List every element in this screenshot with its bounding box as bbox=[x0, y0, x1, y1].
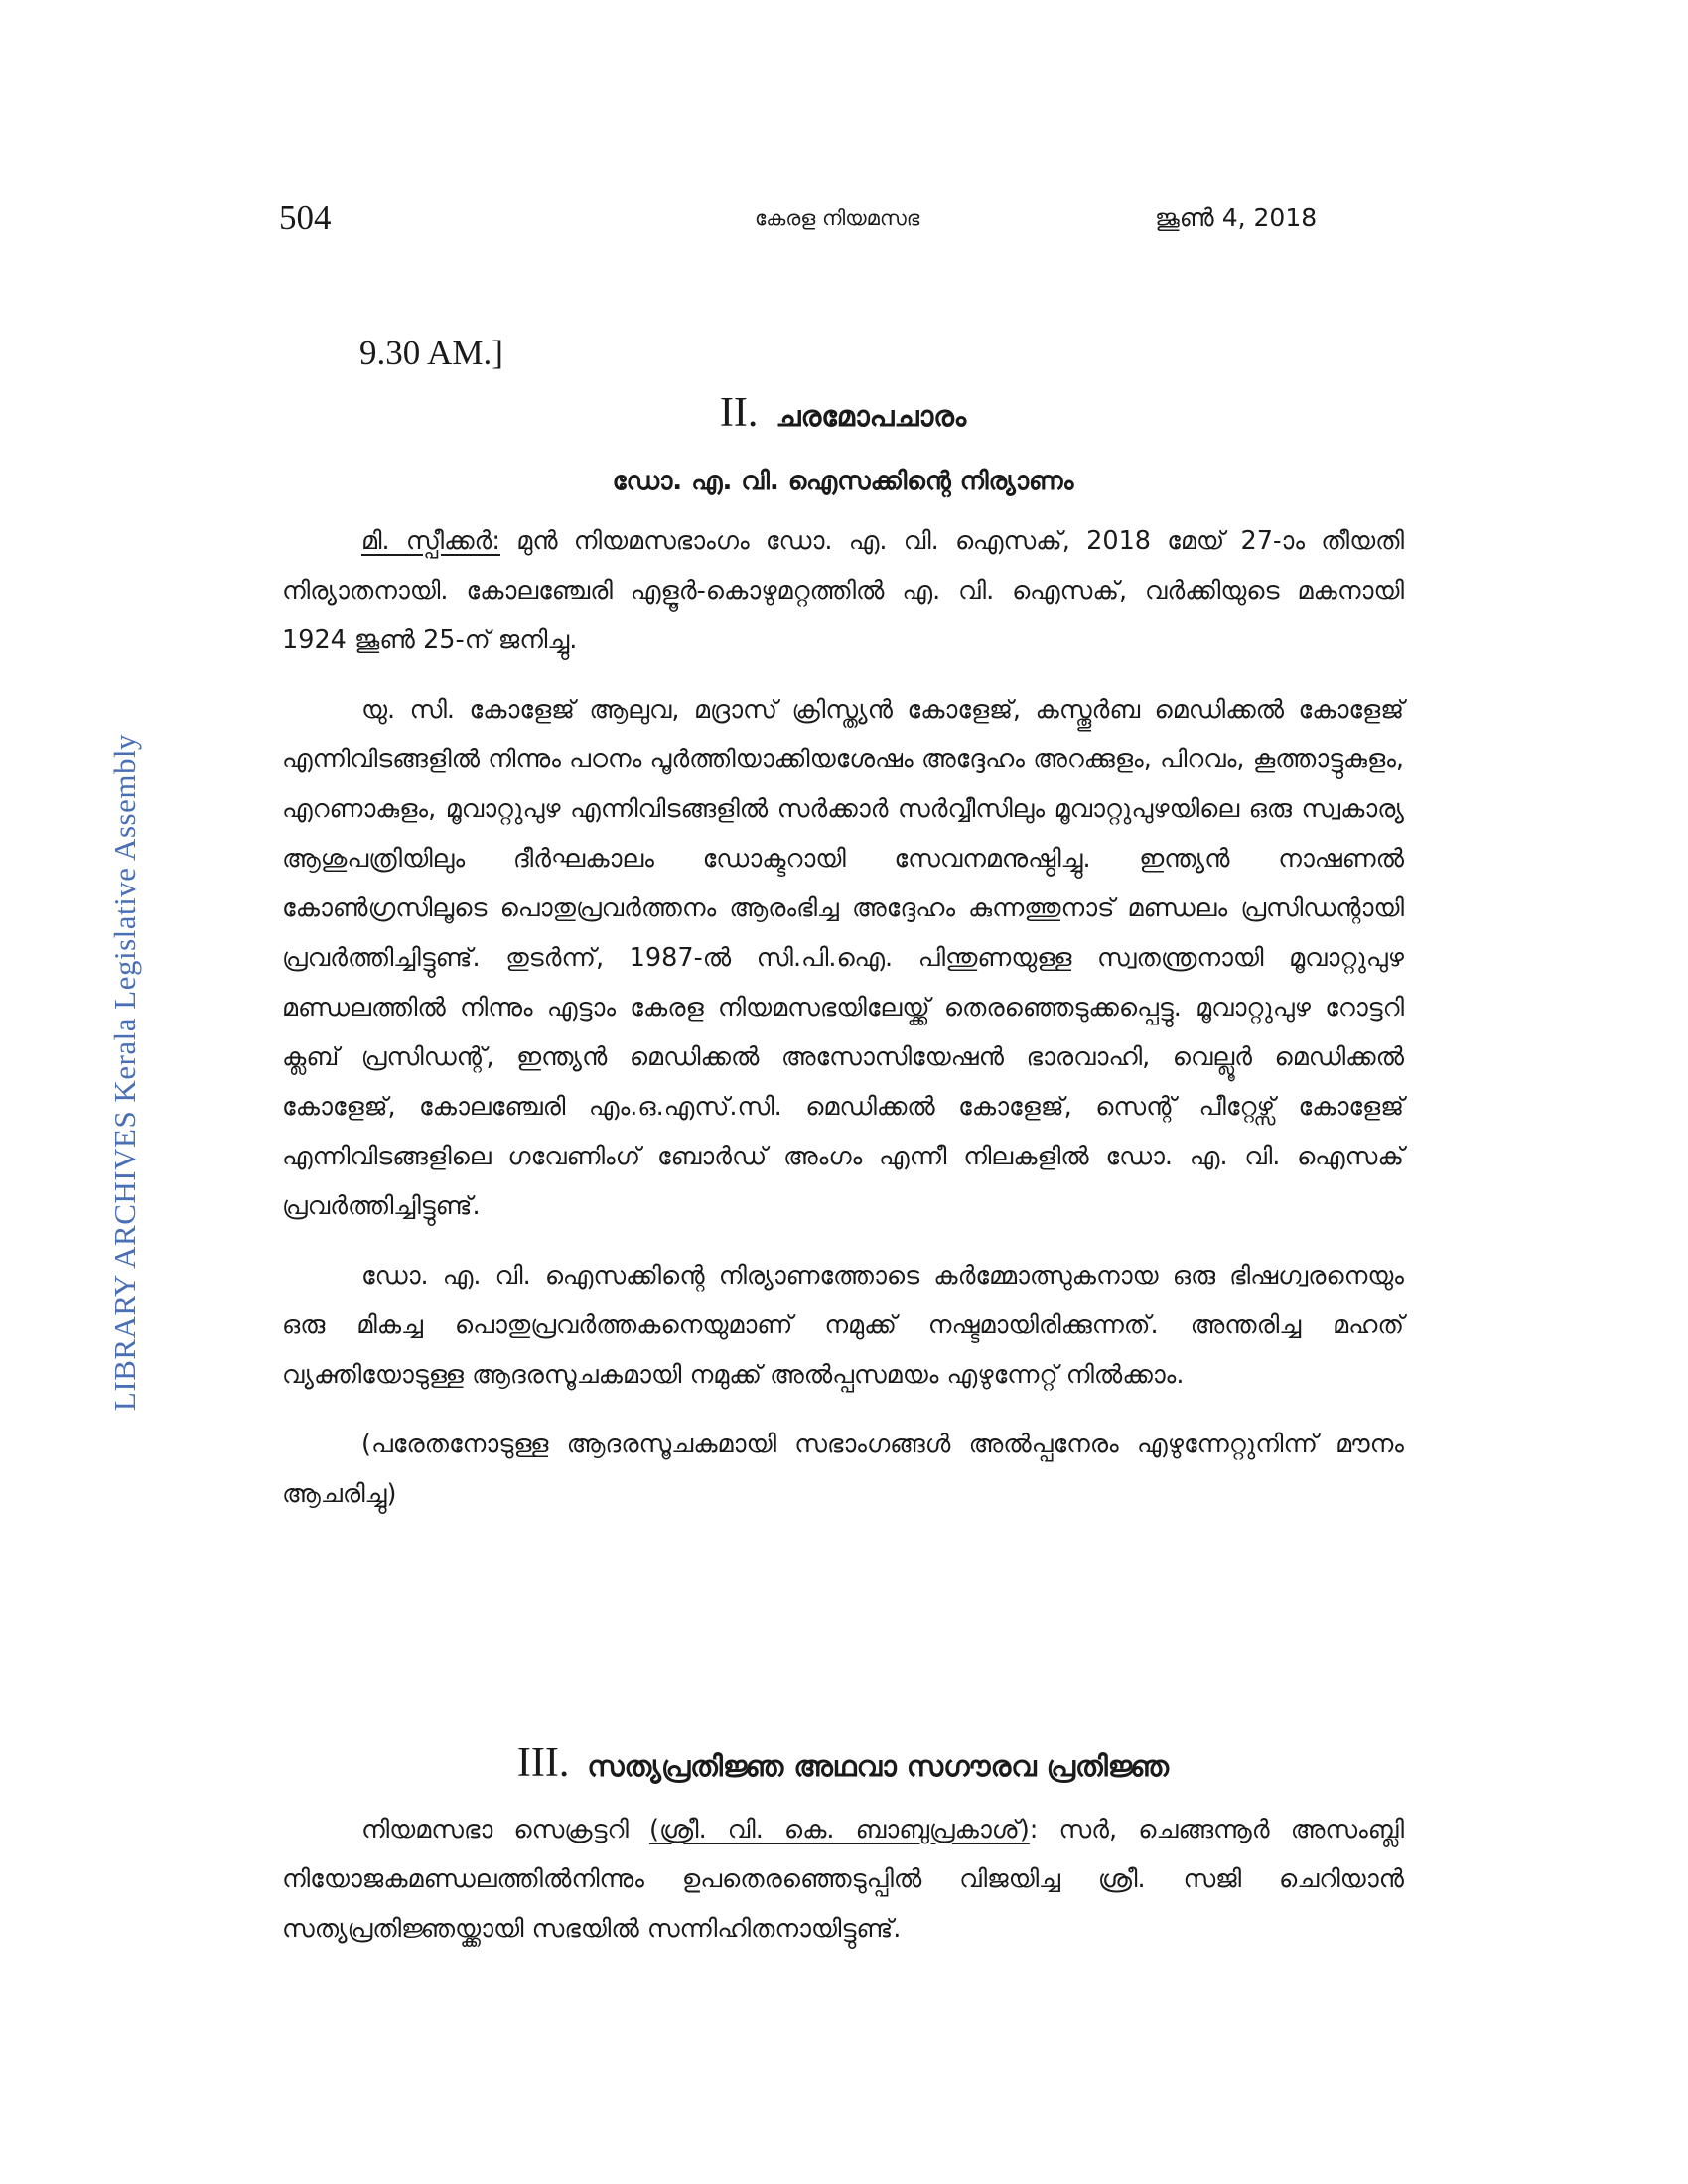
header-date: ജൂൺ 4, 2018 bbox=[1155, 204, 1318, 232]
obituary-paragraph-1-text: മുൻ നിയമസഭാംഗം ഡോ. എ. വി. ഐസക്, 2018 മേയ് 27-ാം തീയതി നിര്യാതനായി. കോലഞ്ചേരി എളൂർ-കൊഴുമറ്റത്തിൽ എ. വി. ഐസക്, വർക്കിയുടെ മകനായി 1924 ജൂൺ 25-ന് ജനിച്ചു. bbox=[282, 526, 1404, 655]
section-2-numeral: II. bbox=[719, 390, 759, 436]
running-title: കേരള നിയമസഭ bbox=[755, 206, 920, 230]
time-stamp: 9.30 AM.] bbox=[359, 334, 503, 372]
section-3-heading bbox=[282, 1739, 1404, 1787]
secretary-name: (ശ്രീ. വി. കെ. ബാബുപ്രകാശ്) bbox=[649, 1815, 1030, 1844]
oath-paragraph-text: : സർ, ചെങ്ങന്നൂർ അസംബ്ലി നിയോജകമണ്ഡലത്തിൽനിന്നും ഉപതെരഞ്ഞെടുപ്പിൽ വിജയിച്ച ശ്രീ. സജി ചെറിയാൻ സത്യപ്രതിജ്ഞയ്ക്കായി സഭയിൽ സന്നിഹിതനായിട്ടുണ്ട്. bbox=[282, 1815, 1404, 1944]
oath-paragraph bbox=[282, 1805, 1404, 1954]
section-2-body bbox=[282, 516, 1404, 1519]
page-number: 504 bbox=[279, 199, 332, 237]
obituary-paragraph-2: യു. സി. കോളേജ് ആലുവ, മദ്രാസ് ക്രിസ്ത്യൻ കോളേജ്, കസ്തൂർബ മെഡിക്കൽ കോളേജ് എന്നിവിടങ്ങളിൽ നിന്നും പഠനം പൂർത്തിയാക്കിയശേഷം അദ്ദേഹം അറക്കുളം, പിറവം, കൂത്താട്ടുകുളം, എറണാകുളം, മൂവാറ്റുപുഴ എന്നിവിടങ്ങളിൽ സർക്കാർ സർവ്വീസിലും മൂവാറ്റുപുഴയിലെ ഒരു സ്വകാര്യ ആശുപത്രിയിലും ദീർഘകാലം ഡോക്ടറായി സേവനമനുഷ്ഠിച്ചു. ഇന്ത്യൻ നാഷണൽ കോൺഗ്രസിലൂടെ പൊതുപ്രവർത്തനം ആരംഭിച്ച അദ്ദേഹം കുന്നത്തുനാട് മണ്ഡലം പ്രസിഡന്റായി പ്രവർത്തിച്ചിട്ടുണ്ട്. തുടർന്ന്, 1987-ൽ സി.പി.ഐ. പിന്തുണയുള്ള സ്വതന്ത്രനായി മൂവാറ്റുപുഴ മണ്ഡലത്തിൽ നിന്നും എട്ടാം കേരള നിയമസഭയിലേയ്ക്ക് തെരഞ്ഞെടുക്കപ്പെട്ടു. മൂവാറ്റുപുഴ റോട്ടറി ക്ലബ് പ്രസിഡന്റ്, ഇന്ത്യൻ മെഡിക്കൽ അസോസിയേഷൻ ഭാരവാഹി, വെല്ലൂർ മെഡിക്കൽ കോളേജ്, കോലഞ്ചേരി എം.ഒ.എസ്.സി. മെഡിക്കൽ കോളേജ്, സെന്റ് പീറ്റേഴ്സ് കോളേജ് എന്നിവിടങ്ങളിലെ ഗവേണിംഗ് ബോർഡ് അംഗം എന്നീ നിലകളിൽ ഡോ. എ. വി. ഐസക് പ്രവർത്തിച്ചിട്ടുണ്ട്. bbox=[282, 695, 1404, 1221]
secretary-prefix: നിയമസഭാ സെക്രട്ടറി bbox=[361, 1815, 649, 1844]
obituary-paragraph-1 bbox=[282, 516, 1404, 665]
obituary-paragraph-3: ഡോ. എ. വി. ഐസക്കിന്റെ നിര്യാണത്തോടെ കർമ്മോത്സുകനായ ഒരു ഭിഷഗ്വരനെയും ഒരു മികച്ച പൊതുപ്രവർത്തകനെയുമാണ് നമുക്ക് നഷ്ടമായിരിക്കുന്നത്. അന്തരിച്ച മഹത് വ്യക്തിയോടുള്ള ആദരസൂചകമായി നമുക്ക് അൽപ്പസമയം എഴുന്നേറ്റ് നിൽക്കാം. bbox=[282, 1261, 1404, 1390]
archive-watermark: LIBRARY ARCHIVES Kerala Legislative Assembly bbox=[107, 733, 142, 1412]
section-2-title: ചരമോപചാരം bbox=[775, 399, 967, 433]
section-3-body bbox=[282, 1805, 1404, 1954]
speaker-label: മി. സ്പീക്കർ: bbox=[361, 526, 500, 556]
section-3-numeral: III. bbox=[516, 1740, 570, 1786]
obituary-paragraph-4: (പരേതനോടുള്ള ആദരസൂചകമായി സഭാംഗങ്ങൾ അൽപ്പനേരം എഴുന്നേറ്റുനിന്ന് മൗനം ആചരിച്ചു) bbox=[282, 1430, 1404, 1509]
section-3-title: സത്യപ്രതിജ്ഞ അഥവാ സഗൗരവ പ്രതിജ്ഞ bbox=[587, 1749, 1170, 1783]
section-2-subtitle: ഡോ. എ. വി. ഐസക്കിന്റെ നിര്യാണം bbox=[612, 467, 1074, 496]
section-2-heading bbox=[282, 389, 1404, 437]
